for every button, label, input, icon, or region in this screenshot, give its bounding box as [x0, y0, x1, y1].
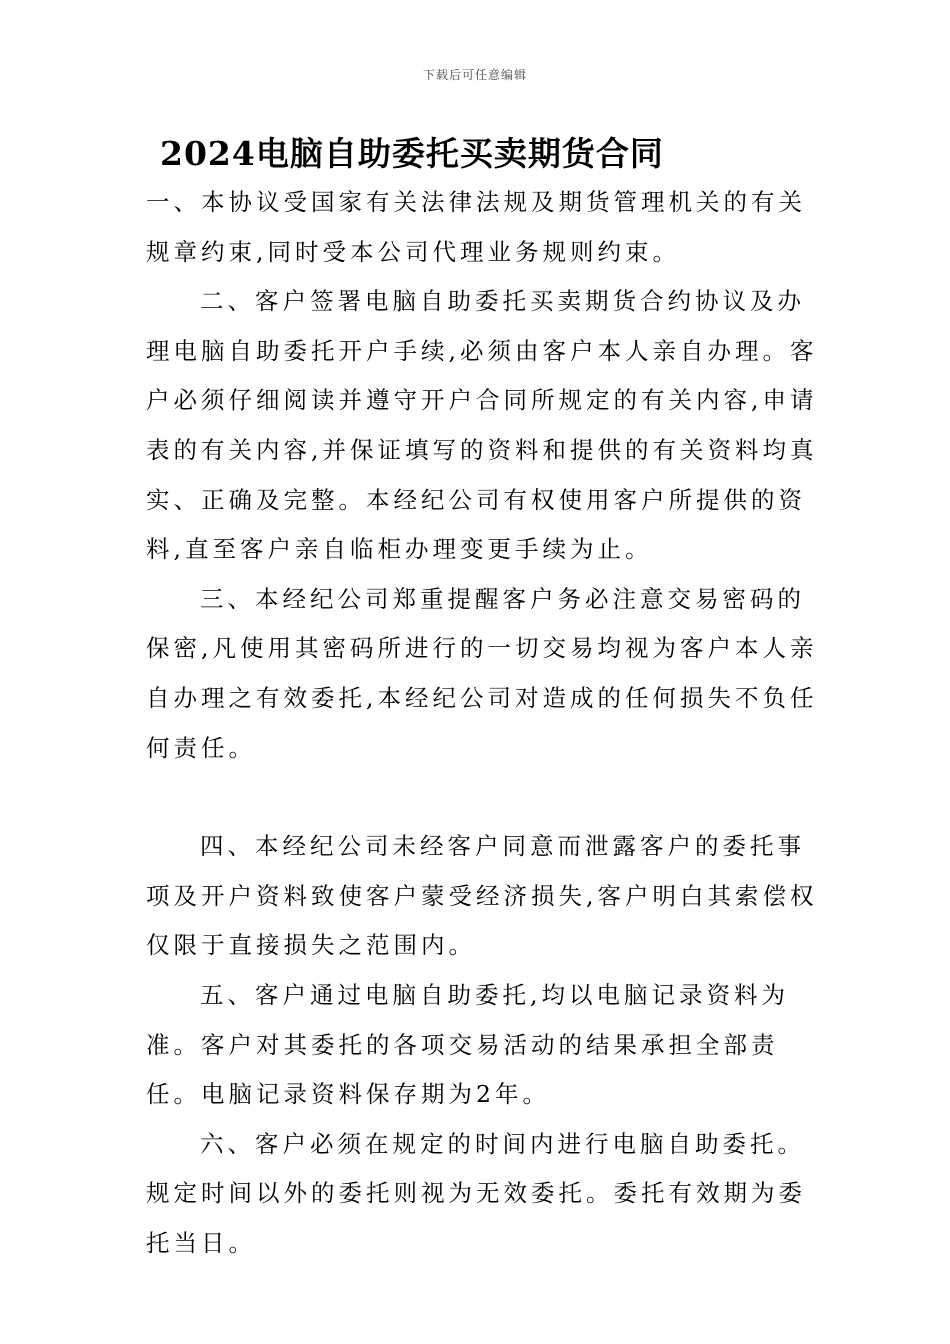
clause-5: 五、客户通过电脑自助委托,均以电脑记录资料为准。客户对其委托的各项交易活动的结果承担全部责任。电脑记录资料保存期为2年。 — [146, 980, 789, 1109]
clause-2: 二、客户签署电脑自助委托买卖期货合约协议及办理电脑自助委托开户手续,必须由客户本人亲自办理。客户必须仔细阅读并遵守开户合同所规定的有关内容,申请表的有关内容,并保证填写的资料和提供的有关资料均真实、正确及完整。本经纪公司有权使用客户所提供的资料,直至客户亲自临柜办理变更手续为止。 — [146, 287, 818, 564]
clause-6: 六、客户必须在规定的时间内进行电脑自助委托。规定时间以外的委托则视为无效委托。委托有效期为委托当日。 — [146, 1129, 806, 1257]
document-body — [146, 178, 824, 1268]
clause-4: 四、本经纪公司未经客户同意而泄露客户的委托事项及开户资料致使客户蒙受经济损失,客户明白其索偿权仅限于直接损失之范围内。 — [146, 832, 818, 960]
header-note: 下载后可任意编辑 — [422, 68, 527, 82]
document-title: 2024电脑自助委托买卖期货合同 — [160, 134, 664, 173]
paragraph-gap — [146, 773, 824, 822]
clause-1: 一、本协议受国家有关法律法规及期货管理机关的有关规章约束,同时受本公司代理业务规则约束。 — [146, 188, 806, 266]
clause-3: 三、本经纪公司郑重提醒客户务必注意交易密码的保密,凡使用其密码所进行的一切交易均视为客户本人亲自办理之有效委托,本经纪公司对造成的任何损失不负任何责任。 — [146, 584, 818, 762]
